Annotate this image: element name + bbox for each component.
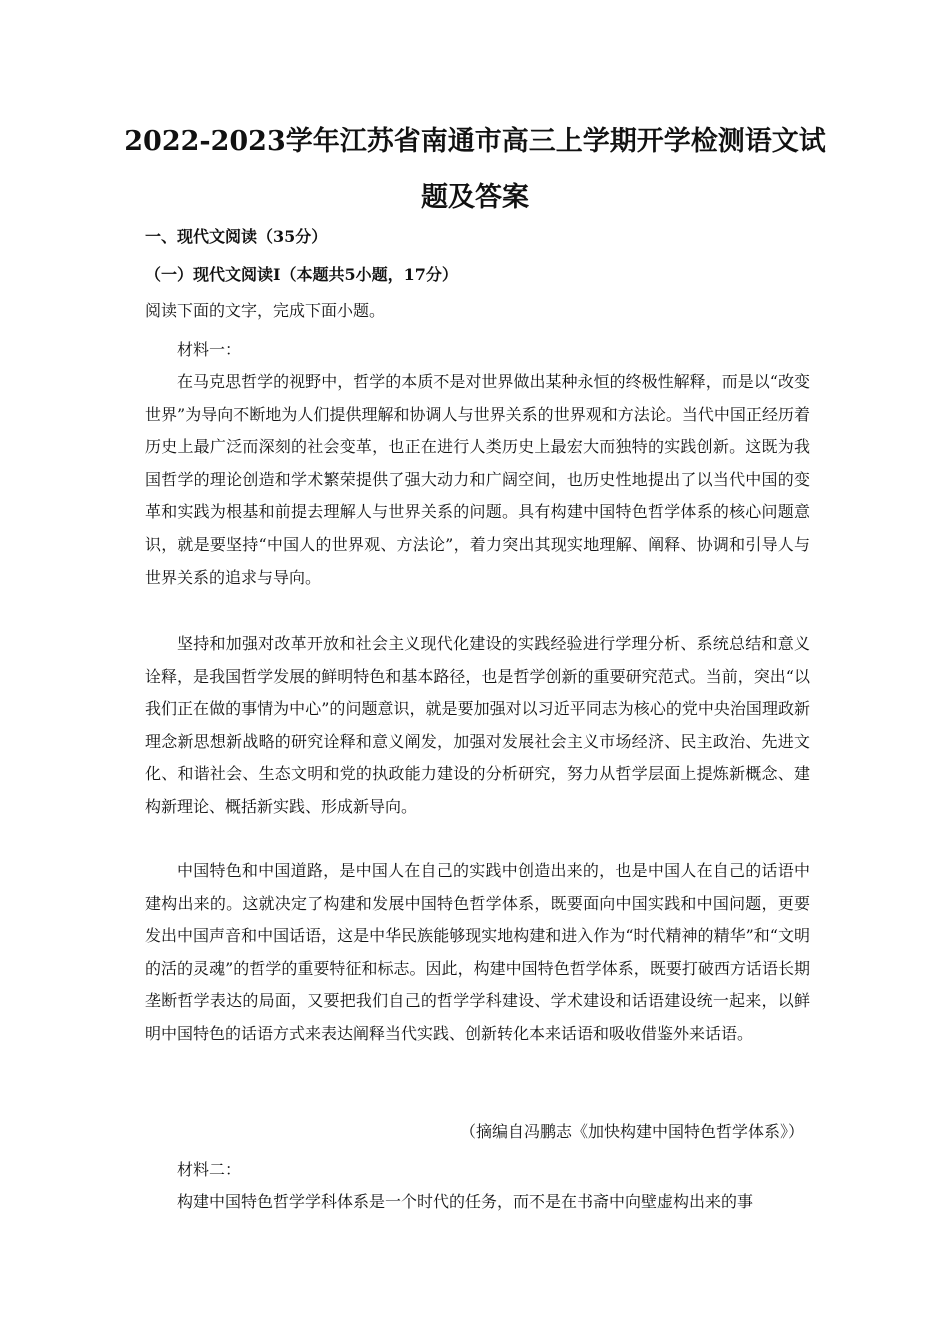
material-one-source: （摘编自冯鹏志《加快构建中国特色哲学体系》） [459,1122,804,1141]
material-one-paragraph: 中国特色和中国道路，是中国人在自己的实践中创造出来的，也是中国人在自己的话语中建构出来的。这就决定了构建和发展中国特色哲学体系，既要面向中国实践和中国问题，更要发出中国声音和中国话语，这是中华民族能够现实地构建和进入作为“时代精神的精华”和“文明的活的灵魂”的哲学的重要特征和标志。因此，构建中国特色哲学体系，既要打破西方话语长期垄断哲学表达的局面，又要把我们自己的哲学学科建设、学术建设和话语建设统一起来，以鲜明中国特色的话语方式来表达阐释当代实践、创新转化本来话语和吸收借鉴外来话语。 [145,861,810,1043]
document-title: 2022-2023学年江苏省南通市高三上学期开学检测语文试题及答案 [124,126,826,213]
material-one-paragraph: 在马克思哲学的视野中，哲学的本质不是对世界做出某种永恒的终极性解释，而是以“改变世界”为导向不断地为人们提供理解和协调人与世界关系的世界观和方法论。当代中国正经历着历史上最广泛而深刻的社会变革，也正在进行人类历史上最宏大而独特的实践创新。这既为我国哲学的理论创造和学术繁荣提供了强大动力和广阔空间，也历史性地提出了以当代中国的变革和实践为根基和前提去理解人与世界关系的问题。具有构建中国特色哲学体系的核心问题意识，就是要坚持“中国人的世界观、方法论”，着力突出其现实地理解、阐释、协调和引导人与世界关系的追求与导向。 [145,372,810,587]
section-heading: 一、现代文阅读（35分） [145,227,328,246]
material-one-paragraph: 坚持和加强对改革开放和社会主义现代化建设的实践经验进行学理分析、系统总结和意义诠释，是我国哲学发展的鲜明特色和基本路径，也是哲学创新的重要研究范式。当前，突出“以我们正在做的事情为中心”的问题意识，就是要加强对以习近平同志为核心的党中央治国理政新理念新思想新战略的研究诠释和意义阐发，加强对发展社会主义市场经济、民主政治、先进文化、和谐社会、生态文明和党的执政能力建设的分析研究，努力从哲学层面上提炼新概念、建构新理论、概括新实践、形成新导向。 [145,634,810,816]
subsection-heading: （一）现代文阅读Ⅰ（本题共5小题，17分） [145,265,458,284]
material-two-paragraph: 构建中国特色哲学学科体系是一个时代的任务，而不是在书斋中向壁虚构出来的事 [177,1192,754,1211]
material-two-label: 材料二： [177,1160,242,1179]
reading-instruction: 阅读下面的文字，完成下面小题。 [145,301,386,320]
material-one-label: 材料一： [177,340,242,359]
